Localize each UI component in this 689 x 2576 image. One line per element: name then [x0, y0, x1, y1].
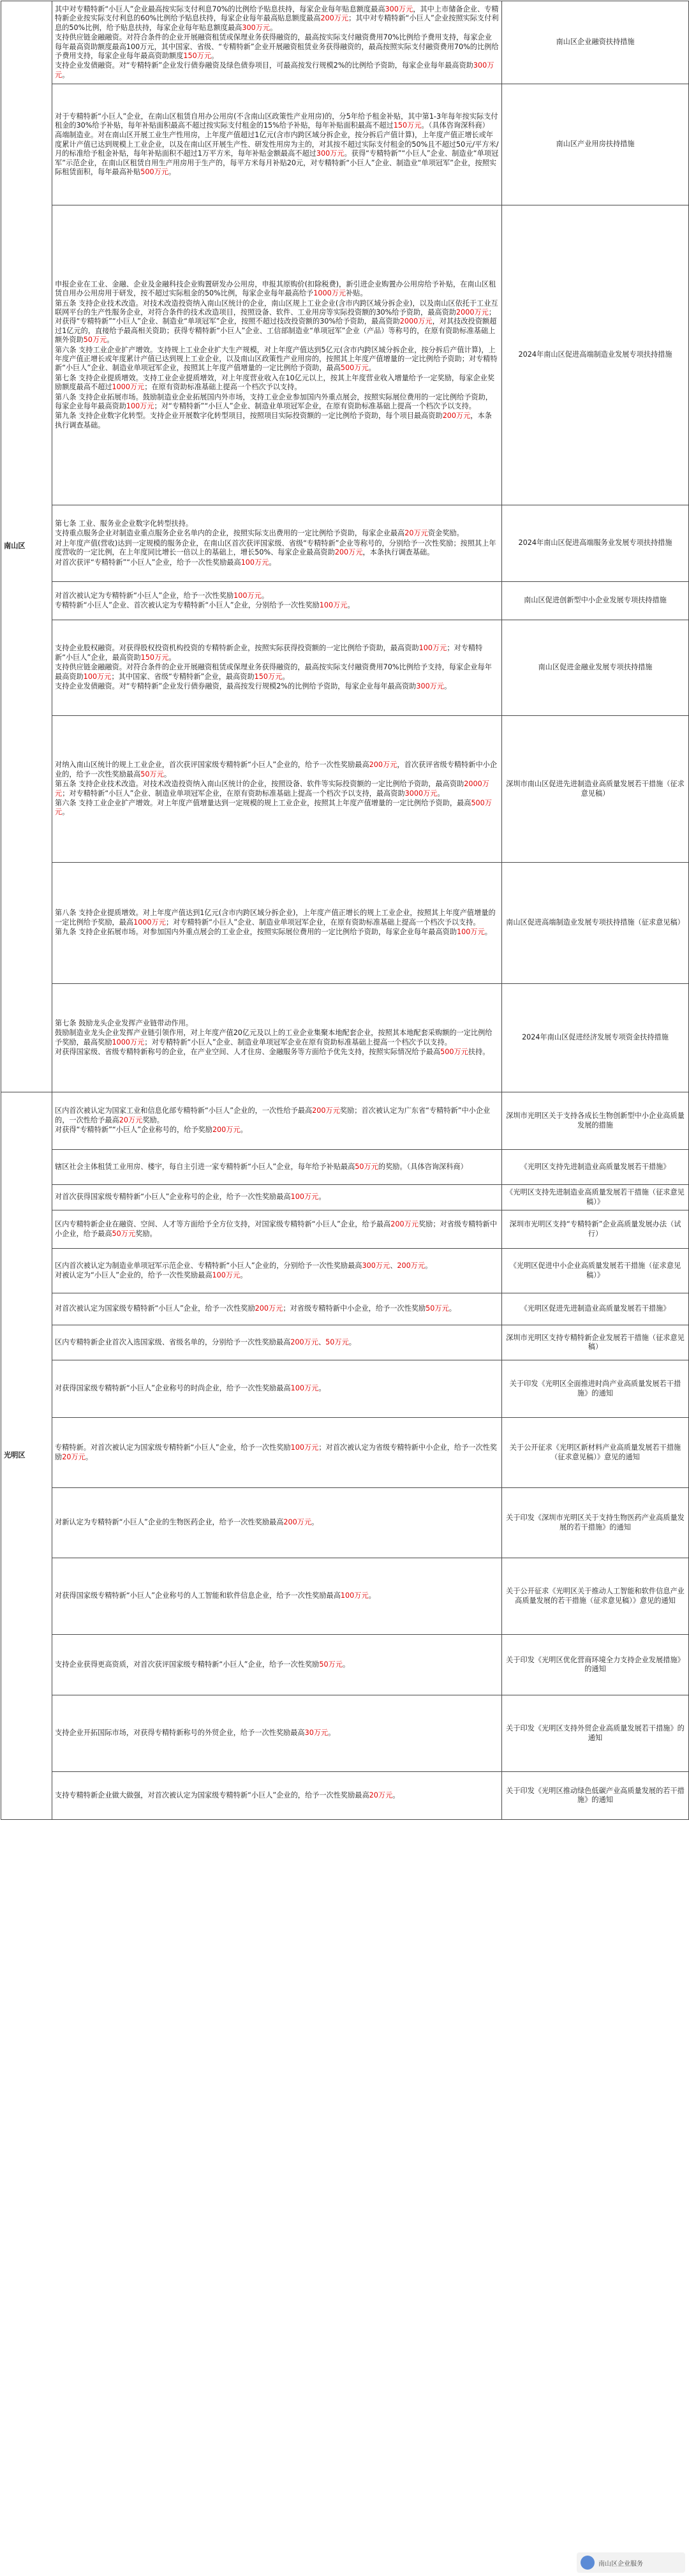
amount-highlight: 500万元	[440, 1048, 468, 1056]
amount-highlight: 200万元	[335, 548, 363, 556]
amount-highlight: 2000万元	[55, 780, 489, 797]
policy-text: 。	[485, 928, 492, 936]
amount-highlight: 200万元	[320, 14, 348, 22]
policy-paragraph	[55, 1660, 499, 1669]
policy-text: 。	[318, 1193, 325, 1201]
amount-highlight: 20万元	[369, 1791, 393, 1799]
policy-paragraph	[55, 1106, 499, 1125]
policy-row	[1, 863, 689, 984]
policy-row	[1, 1092, 689, 1150]
policy-text: 。	[270, 24, 277, 32]
policy-source-cell: 关于公开征求《光明区新材料产业高质量发展若干措施（征求意见稿）》意见的通知	[502, 1418, 689, 1488]
policy-paragraph	[55, 1163, 499, 1172]
amount-highlight: 200万元	[312, 1106, 340, 1115]
policy-source-cell: 《光明区促进先进制造业高质量发展若干措施》	[502, 1293, 689, 1325]
policy-text: ；对专精特新“小巨人”企业、制造业单项冠军企业在原有资助标准基础上提高一个档次予以支持。	[144, 1038, 451, 1046]
amount-highlight: 150万元	[183, 52, 211, 60]
policy-text-cell	[52, 1325, 502, 1360]
policy-text-cell	[52, 984, 502, 1092]
policy-text: 第七条 工业、服务业企业数字化转型扶持。	[55, 519, 193, 528]
policy-text: 。	[168, 653, 175, 662]
policy-text-cell	[52, 505, 502, 582]
amount-highlight: 100万元	[291, 1193, 319, 1201]
amount-highlight: 50万元	[84, 336, 107, 344]
amount-highlight: 20万元	[119, 1116, 143, 1124]
policy-text: 、	[318, 1338, 325, 1346]
amount-highlight: 30万元	[305, 1729, 329, 1737]
policy-text: 。	[62, 808, 69, 816]
amount-highlight: 150万元	[141, 653, 169, 662]
policy-text: 奖励。	[142, 1116, 164, 1124]
policy-text-cell	[52, 1635, 502, 1695]
amount-highlight: 500万元	[341, 364, 369, 372]
policy-source-cell: 《光明区支持先进制造业高质量发展若干措施》	[502, 1150, 689, 1185]
policy-text: 第九条 支持企业数字化转型。支持企业开展数字化转型项目，按照项目实际投资额的一定比例给予资助，每个项目最高资助	[55, 412, 443, 420]
policy-source-cell: 南山区促进高端制造业发展专项扶持措施（征求意见稿）	[502, 863, 689, 984]
policy-text: 申报企业在工业、金融、企业及金融科技企业购置研发办公用房，申报其原购价(扣除税费)，新引进企业购置办公用房给予补贴，在南山区租赁自用办公用房用于研发，按不超过实际租金的50%比例，每家企业每年最高给予	[55, 280, 496, 297]
policy-paragraph	[55, 519, 499, 528]
amount-highlight: 150万元	[394, 121, 422, 130]
policy-text: ；对首次被认定为省级专精特新中小企业，给予一次性奖励	[55, 1443, 497, 1461]
policy-text: 专精特新“小巨人”企业、首次被认定为专精特新“小巨人”企业，分别给予一次性奖励	[55, 601, 320, 609]
policy-text-cell	[52, 84, 502, 205]
policy-text-cell	[52, 1488, 502, 1558]
policy-text-cell	[52, 582, 502, 620]
policy-text: 奖励；首次被认定为广东省“专精特新”中小企业的，一次性给予最高	[55, 1106, 490, 1124]
policy-paragraph	[55, 346, 499, 373]
policy-text: 。	[318, 1384, 325, 1392]
avatar	[581, 2556, 595, 2570]
policy-paragraph	[55, 539, 499, 558]
policy-text: 对首次获评“专精特新”“小巨人”企业，给予一次性奖励最高	[55, 558, 241, 567]
policy-text-cell	[52, 1772, 502, 1820]
amount-highlight: 200万元	[255, 1304, 283, 1313]
policy-text: 、	[390, 1262, 397, 1270]
policy-paragraph	[55, 909, 499, 927]
policy-paragraph	[55, 663, 499, 681]
policy-source-cell: 2024年南山区促进高端制造业发展专项扶持措施	[502, 205, 689, 505]
policy-text-cell	[52, 1558, 502, 1635]
policy-row	[1, 620, 689, 716]
amount-highlight: 20万元	[62, 1453, 85, 1461]
policy-paragraph	[55, 529, 499, 538]
policy-table	[1, 1, 689, 1820]
policy-text: 奖励。	[135, 1230, 157, 1238]
policy-source-cell: 关于印发《光明区全面推进时尚产业高质量发展若干措施》的通知	[502, 1360, 689, 1418]
policy-text-cell	[52, 1418, 502, 1488]
policy-text: 对获得国家级专精特新“小巨人”企业称号的时尚企业，给予一次性奖励最高	[55, 1384, 291, 1392]
amount-highlight: 100万元	[341, 1591, 369, 1600]
policy-text: 。	[425, 1262, 432, 1270]
policy-text: 对首次被认定为专精特新“小巨人”企业，给予一次性奖励	[55, 592, 233, 600]
policy-text: 第六条 支持工业企业扩产增效。支持规上工业企业扩大生产规模，对上年度产值达到5亿元(含市内跨区域分拆企业，按分拆后产值计算)，上年度产值正增长或年度累计产值已达到规上工业企业，以及南山区政策性产业用房的，按照其上年度产值增量的一定比例给予资助；对专精特新“小巨人”企业、制造业单项冠军企业，按照其上年度产值增量的一定比例给予资助，最高	[55, 346, 498, 373]
amount-highlight: 200万元	[283, 1518, 311, 1526]
policy-text: 支持企业获得更高资质，对首次获评国家级专精特新“小巨人”企业，给予一次性奖励	[55, 1660, 319, 1669]
policy-source-cell: 关于印发《深圳市光明区关于支持生物医药产业高质量发展的若干措施》的通知	[502, 1488, 689, 1558]
policy-text-cell	[52, 863, 502, 984]
policy-text-cell	[52, 1092, 502, 1150]
policy-paragraph	[55, 412, 499, 430]
policy-text-cell	[52, 205, 502, 505]
amount-highlight: 1000万元	[313, 289, 346, 297]
policy-text: ；对专精特新“小巨人”企业、制造业单项冠军企业，在原有资助标准基础上提高一个档次予以支持。	[166, 918, 480, 927]
policy-text: 区内专精特新企业首次入选国家级、省级名单的，分别给予一次性奖励最高	[55, 1338, 290, 1346]
policy-row	[1, 716, 689, 863]
policy-source-cell: 关于印发《光明区推动绿色低碳产业高质量发展的若干措施》的通知	[502, 1772, 689, 1820]
policy-text: 。（具体咨询深科商）	[422, 121, 489, 130]
policy-row	[1, 1325, 689, 1360]
policy-row	[1, 505, 689, 582]
policy-text: 区内专精特新企业在融资、空间、人才等方面给予全方位支持，对国家级专精特新“小巨人”企业，给予最高	[55, 1220, 390, 1228]
policy-text: 其中对专精特新“小巨人”企业最高按实际支付利息70%的比例给予贴息扶持，每家企业每年贴息额度最高	[55, 5, 385, 13]
amount-highlight: 50万元	[426, 1304, 449, 1313]
policy-source-cell: 深圳市光明区关于支持各成长生物创新型中小企业高质量发展的措施	[502, 1092, 689, 1150]
policy-row	[1, 984, 689, 1092]
policy-text: 资金奖励。	[428, 529, 464, 537]
policy-text: 支持专精特新企业做大做强，对首次被认定为国家级专精特新“小巨人”企业的，给予一次性奖励最高	[55, 1791, 369, 1799]
policy-text: ，对其技改投资额超过1亿元的，直接给予最高相关资助；获得专精特新“小巨人”企业、工信部制造业“单项冠军”企业（产品）等称号的，在原有资助标准基础上额外资助	[55, 317, 496, 344]
policy-source-cell: 南山区促进金融业发展专项扶持措施	[502, 620, 689, 716]
policy-text: 对获得“专精特新”“小巨人”企业称号的，给予奖励	[55, 1126, 212, 1134]
policy-paragraph	[55, 799, 499, 817]
policy-text: 。	[444, 682, 451, 690]
amount-highlight: 2000万元	[456, 308, 489, 316]
policy-source-cell: 深圳市光明区支持“专精特新”企业高质量发展办法（试行）	[502, 1210, 689, 1249]
policy-text: ，其中上市储备企业、专精特新企业按实际支付利息的60%比例给予贴息扶持，每家企业每年最高贴息额度最高	[55, 5, 499, 22]
policy-row	[1, 84, 689, 205]
policy-text: ；在原有资助标准基础上提高一个档次予以支持。	[144, 383, 301, 391]
policy-text: 。	[369, 364, 376, 372]
amount-highlight: 200万元	[443, 412, 471, 420]
policy-paragraph	[55, 761, 499, 779]
policy-text: ；其中国家、省级“专精特新”企业，最高资助	[112, 673, 255, 681]
district-cell: 光明区	[1, 1092, 52, 1820]
policy-text: ，首次获评省级专精特新中小企业的，给予一次性奖励最高	[55, 761, 497, 778]
policy-text: 。	[240, 1271, 247, 1279]
policy-text-cell	[52, 1150, 502, 1185]
policy-source-cell: 南山区产业用房扶持措施	[502, 84, 689, 205]
policy-text: 。	[311, 1518, 318, 1526]
policy-text: 。	[347, 601, 354, 609]
amount-highlight: 200万元	[369, 761, 397, 769]
policy-text: ；对获得“专精特新”“小巨人”企业、制造业“单项冠军”企业，按照不超过技改投资额的30%给予资助，最高资助	[55, 308, 496, 325]
policy-text: ；对专精特新“小巨人”企业，最高资助	[55, 644, 482, 661]
policy-source-cell: 南山区促进创新型中小企业发展专项扶持措施	[502, 582, 689, 620]
amount-highlight: 3000万元	[405, 789, 438, 798]
policy-paragraph	[55, 1193, 499, 1202]
amount-highlight: 50万元	[355, 1163, 378, 1171]
policy-text: 。	[241, 1126, 248, 1134]
policy-text: 支持供应链金融融资。对符合条件的企业开展融资租赁或保理业务获得融资的，最高按实际支付融资费用70%比例给予支持，每家企业每年最高资助	[55, 663, 492, 680]
district-cell: 南山区	[1, 1, 52, 1092]
amount-highlight: 200万元	[212, 1126, 241, 1134]
policy-text: ，本条执行调查基础。	[363, 548, 434, 556]
policy-text: 奖励；对省级专精特新中小企业，给予最高	[55, 1220, 497, 1237]
policy-text-cell	[52, 1, 502, 84]
policy-row	[1, 1695, 689, 1772]
policy-paragraph	[55, 644, 499, 662]
amount-highlight: 500万元	[55, 799, 492, 816]
policy-row	[1, 1293, 689, 1325]
policy-text: ；对专精特新“小巨人”企业、制造业单项冠军企业，在原有资助标准基础上提高一个档次予以支持，最高资助	[62, 789, 404, 798]
amount-highlight: 150万元	[255, 673, 283, 681]
policy-paragraph	[55, 1029, 499, 1047]
policy-text: 第五条 支持企业技术改造。对技术改造投资纳入南山区统计的企业，按照设备、软件等实际投资额的一定比例给予资助，最高资助	[55, 780, 464, 788]
policy-text: 对新认定为专精特新“小巨人”企业的生物医药企业，给予一次性奖励最高	[55, 1518, 283, 1526]
policy-paragraph	[55, 112, 499, 131]
amount-highlight: 50万元	[319, 1660, 343, 1669]
policy-text: 。获得“专精特新”“小巨人”企业、制造业“单项冠军”示范企业，在南山区租赁自用生产用房用于生产的，每平方米每月补贴20元，对专精特新“小巨人”企业、制造业“单项冠军”企业，按照实际租赁面积，每年最高补贴	[55, 149, 498, 176]
policy-source-cell: 关于印发《光明区优化营商环境全力支持企业发展措施》的通知	[502, 1635, 689, 1695]
policy-text: 。	[349, 1338, 356, 1346]
policy-text: 对于专精特新“小巨人”企业，在南山区租赁自用办公用房(不含南山区政策性产业用房)的，分5年给予租金补贴，其中第1-3年每年按实际支付租金的30%给予补贴，每年补贴面积最高不超过按实际支付租金的15%给予补贴，每年补贴面积最高不超过	[55, 112, 498, 130]
policy-paragraph	[55, 1262, 499, 1270]
policy-source-cell: 南山区企业融资扶持措施	[502, 1, 689, 84]
policy-text: 对纳入南山区统计的规上工业企业，首次获评国家级专精特新“小巨人”企业的，给予一次性奖励最高	[55, 761, 369, 769]
amount-highlight: 1000万元	[112, 383, 145, 391]
policy-text: 。	[164, 770, 171, 778]
amount-highlight: 100万元	[320, 601, 348, 609]
amount-highlight: 200万元	[390, 1220, 419, 1228]
policy-paragraph	[55, 1591, 499, 1600]
amount-highlight: 100万元	[212, 1271, 241, 1279]
policy-text: 区内首次被认定为制造业单项冠军示范企业、专精特新“小巨人”企业的，分别给予一次性奖励最高	[55, 1262, 362, 1270]
policy-row	[1, 1, 689, 84]
amount-highlight: 300万元	[242, 24, 270, 32]
policy-text: ；其中对专精特新“小巨人”企业按照实际支付利息的50%比例，给予贴息扶持，每家企业每年贴息额度最高	[55, 14, 499, 31]
amount-highlight: 500万元	[140, 168, 168, 176]
policy-text: 专精特新。对首次被认定为国家级专精特新“小巨人”企业，给予一次性奖励	[55, 1443, 291, 1452]
policy-paragraph	[55, 601, 499, 610]
policy-text: 鼓励制造业龙头企业发挥产业链引领作用，对上年度产值20亿元及以上的工业企业集聚本地配套企业，按照其本地配套采购额的一定比例给予奖励，最高奖励	[55, 1029, 493, 1046]
amount-highlight: 2000万元	[400, 317, 433, 325]
amount-highlight: 50万元	[140, 770, 164, 778]
amount-highlight: 300万元	[362, 1262, 390, 1270]
policy-text: 第六条 支持工业企业扩产增效。对上年度产值增量达到一定规模的规上工业企业，按照其上年度产值增量的一定比例给予资助，最高	[55, 799, 471, 807]
policy-row	[1, 1249, 689, 1293]
policy-paragraph	[55, 928, 499, 937]
policy-text: 第八条 支持企业提质增效。对上年度产值达到1亿元(含市内跨区域分拆企业)，上年度产值正增长的规上工业企业，按照其上年度产值增量的一定比例给予奖励，最高	[55, 909, 496, 926]
policy-paragraph	[55, 780, 499, 798]
policy-text: 第七条 支持企业提质增效。支持工业企业提质增效，对上年度营业收入在10亿元以上，按其上年度营业收入增量给予一定奖励，每家企业奖励额度最高不超过	[55, 374, 494, 391]
policy-text: 第五条 支持企业技术改造。对技术改造投资纳入南山区统计的企业，南山区规上工业企业(含市内跨区域分拆企业)，以及南山区依托于工业互联网平台的生产性服务企业，对符合条件的技术改造项目，按照设备、软件、工业用房等实际投资额的30%给予资助，最高资助	[55, 299, 498, 316]
amount-highlight: 100万元	[126, 402, 154, 410]
policy-text: 对获得国家级专精特新“小巨人”企业称号的人工智能和软件信息企业，给予一次性奖励最高	[55, 1591, 341, 1600]
policy-text: 。	[392, 1791, 399, 1799]
policy-paragraph	[55, 280, 499, 299]
policy-source-cell: 关于公开征求《光明区关于推动人工智能和软件信息产业高质量发展的若干措施（征求意见稿）》意见的通知	[502, 1558, 689, 1635]
amount-highlight: 20万元	[404, 529, 428, 537]
policy-paragraph	[55, 1304, 499, 1313]
policy-text: ；对“专精特新”“小巨人”企业、制造业单项冠军企业，在原有资助标准基础上提高一个档次予以支持。	[154, 402, 476, 410]
policy-text: 支持企业发债融资。对“专精特新”企业发行债券融资及绿色债券项目，可最高按发行规模2%的比例给予资助，每家企业每年最高资助	[55, 61, 473, 70]
policy-text: 对上年度产值(营收)达到一定规模的服务企业，在南山区首次获评国家级、省级“专精特新”企业等称号的，分别给予一次性奖励；按照其上年度营收的一定比例，在上年度同比增长一倍以上的基础上，增长50%、每家企业最高资助	[55, 539, 496, 556]
policy-paragraph	[55, 33, 499, 61]
policy-text-cell	[52, 620, 502, 716]
policy-paragraph	[55, 1518, 499, 1527]
policy-row	[1, 1635, 689, 1695]
policy-text: 第八条 支持企业拓展市场。鼓励制造业企业拓展国内外市场，支持工业企业参加国内外重点展会，按照实际展位费用的一定比例给予资助，每家企业每年最高资助	[55, 393, 493, 410]
policy-text-cell	[52, 1360, 502, 1418]
policy-paragraph	[55, 1338, 499, 1347]
policy-text: 。	[168, 168, 175, 176]
policy-paragraph	[55, 1791, 499, 1800]
policy-paragraph	[55, 1384, 499, 1393]
policy-text: 。	[107, 336, 114, 344]
policy-paragraph	[55, 61, 499, 80]
policy-text: 。	[328, 1729, 335, 1737]
policy-text-cell	[52, 1185, 502, 1210]
amount-highlight: 100万元	[233, 592, 262, 600]
policy-text: 。	[369, 1591, 376, 1600]
amount-highlight: 300万元	[385, 5, 413, 13]
policy-row	[1, 1210, 689, 1249]
policy-text: 扶持。	[468, 1048, 490, 1056]
policy-text: 的奖励。（具体咨询深科商）	[378, 1163, 468, 1171]
policy-row	[1, 1772, 689, 1820]
amount-highlight: 300万元	[416, 682, 444, 690]
policy-text-cell	[52, 716, 502, 863]
policy-source-cell: 2024年南山区促进高端服务业发展专项扶持措施	[502, 505, 689, 582]
policy-paragraph	[55, 682, 499, 691]
policy-text: 。	[343, 1660, 350, 1669]
policy-row	[1, 582, 689, 620]
amount-highlight: 200万元	[397, 1262, 425, 1270]
policy-paragraph	[55, 592, 499, 600]
policy-row	[1, 1418, 689, 1488]
amount-highlight: 1000万元	[112, 1038, 145, 1046]
policy-text: 。	[437, 789, 444, 798]
amount-highlight: 100万元	[241, 558, 269, 567]
policy-row	[1, 1488, 689, 1558]
policy-paragraph	[55, 1271, 499, 1280]
watermark-label: 南山区企业服务	[598, 2558, 643, 2568]
policy-source-cell: 2024年南山区促进经济发展专项资金扶持措施	[502, 984, 689, 1092]
policy-paragraph	[55, 558, 499, 567]
policy-text: ；对省级专精特新中小企业，给予一次性奖励	[283, 1304, 426, 1313]
policy-paragraph	[55, 131, 499, 177]
policy-text: 。	[449, 1304, 456, 1313]
amount-highlight: 100万元	[84, 673, 112, 681]
policy-text-cell	[52, 1210, 502, 1249]
policy-paragraph	[55, 374, 499, 392]
policy-text: 。	[282, 673, 289, 681]
policy-text: 对首次获得国家级专精特新“小巨人”企业称号的企业，给予一次性奖励最高	[55, 1193, 291, 1201]
policy-source-cell: 《光明区促进中小企业高质量发展若干措施（征求意见稿）》	[502, 1249, 689, 1293]
policy-paragraph	[55, 393, 499, 412]
policy-source-cell: 深圳市光明区支持专精特新企业发展若干措施（征求意见稿）	[502, 1325, 689, 1360]
policy-paragraph	[55, 1729, 499, 1738]
policy-text: 支持重点服务企业对制造业重点服务企业名单内的企业，按照实际支出费用的一定比例给予资助，每家企业最高	[55, 529, 404, 537]
amount-highlight: 100万元	[457, 928, 485, 936]
policy-row	[1, 205, 689, 505]
policy-text: 支持供应链金融融资。对符合条件的企业开展融资租赁或保理业务获得融资的，最高按实际支付融资费用70%比例给予费用支持，每家企业每年最高资助额度最高100万元，其中国家、省级、“专精特新”企业开展融资租赁业务获得融资的，最高按照实际支付融资费用70%的比例给予费用支持，每家企业每年最高资助额度	[55, 33, 499, 60]
policy-text: 第九条 支持企业拓展市场。对参加国内外重点展会的工业企业，按照实际展位费用的一定比例给予资助，每家企业每年最高资助	[55, 928, 457, 936]
policy-text: 。	[85, 1453, 93, 1461]
policy-source-cell: 《光明区支持先进制造业高质量发展若干措施（征求意见稿）》	[502, 1185, 689, 1210]
policy-paragraph	[55, 5, 499, 33]
policy-text: 支持企业股权融资。对获得股权投资机构投资的专精特新企业，按照实际获得投资额的一定比例给予资助，最高资助	[55, 644, 419, 652]
policy-row	[1, 1360, 689, 1418]
policy-row	[1, 1150, 689, 1185]
policy-text: ，本条执行调查基础。	[55, 412, 492, 429]
policy-text: 。	[269, 558, 276, 567]
policy-paragraph	[55, 1048, 499, 1057]
policy-source-cell: 深圳市南山区促进先进制造业高质量发展若干措施（征求意见稿）	[502, 716, 689, 863]
policy-text: 支持企业发债融资。对“专精特新”企业发行债券融资，最高按发行规模2%的比例给予资助，每家企业每年最高资助	[55, 682, 416, 690]
policy-text: 。	[211, 52, 218, 60]
amount-highlight: 300万元	[316, 149, 344, 158]
amount-highlight: 200万元	[290, 1338, 318, 1346]
policy-text: 第七条 鼓励龙头企业发挥产业链带动作用。	[55, 1019, 193, 1027]
policy-text-cell	[52, 1293, 502, 1325]
policy-paragraph	[55, 299, 499, 345]
policy-paragraph	[55, 1126, 499, 1135]
policy-row	[1, 1185, 689, 1210]
policy-text: 区内首次被认定为国家工业和信息化部专精特新“小巨人”企业的，一次性给予最高	[55, 1106, 312, 1115]
policy-text: 对获得国家级、省级专精特新称号的企业，在产业空间、人才住房、金融服务等方面给予优先支持，按照实际情况给予最高	[55, 1048, 440, 1056]
policy-text: 高端制造业。对在南山区开展工业生产性用房，上年度产值超过1亿元(含市内跨区域分拆企业，按分拆后产值计算)，上年度产值正增长或年度累计产值已达到规模上工业企业，以及在南山区开展生产性、研发性用房为主的，对其按不超过实际支付租金的50%且不超过50元/平方米/月的标准给予租金补贴，每年补贴面积不超过1万平方米，每年补贴金额最高不超过	[55, 131, 499, 158]
policy-text: 支持企业开拓国际市场，对获得专精特新称号的外贸企业，给予一次性奖励最高	[55, 1729, 305, 1737]
amount-highlight: 50万元	[112, 1230, 136, 1238]
amount-highlight: 100万元	[291, 1443, 319, 1452]
policy-paragraph	[55, 1220, 499, 1239]
amount-highlight: 100万元	[291, 1384, 319, 1392]
policy-text: 对被认定为“小巨人”企业的，给予一次性奖励最高	[55, 1271, 212, 1279]
policy-text: 。	[262, 592, 269, 600]
watermark-badge	[577, 2552, 685, 2573]
policy-text-cell	[52, 1249, 502, 1293]
policy-text: 对首次被认定为国家级专精特新“小巨人”企业，给予一次性奖励	[55, 1304, 255, 1313]
policy-row	[1, 1558, 689, 1635]
amount-highlight: 300万元	[55, 61, 494, 78]
policy-text-cell	[52, 1695, 502, 1772]
policy-text: 。	[62, 71, 69, 79]
policy-table-body	[1, 1, 689, 1820]
amount-highlight: 100万元	[419, 644, 447, 652]
policy-paragraph	[55, 1443, 499, 1462]
policy-text: 补贴。	[346, 289, 367, 297]
policy-text: 辖区社会主体租赁工业用房、楼宇，每自主引进一家专精特新“小巨人”企业，每年给予补贴最高	[55, 1163, 355, 1171]
policy-source-cell: 关于印发《光明区支持外贸企业高质量发展若干措施》的通知	[502, 1695, 689, 1772]
amount-highlight: 1000万元	[133, 918, 166, 927]
policy-paragraph	[55, 1019, 499, 1028]
amount-highlight: 50万元	[325, 1338, 349, 1346]
